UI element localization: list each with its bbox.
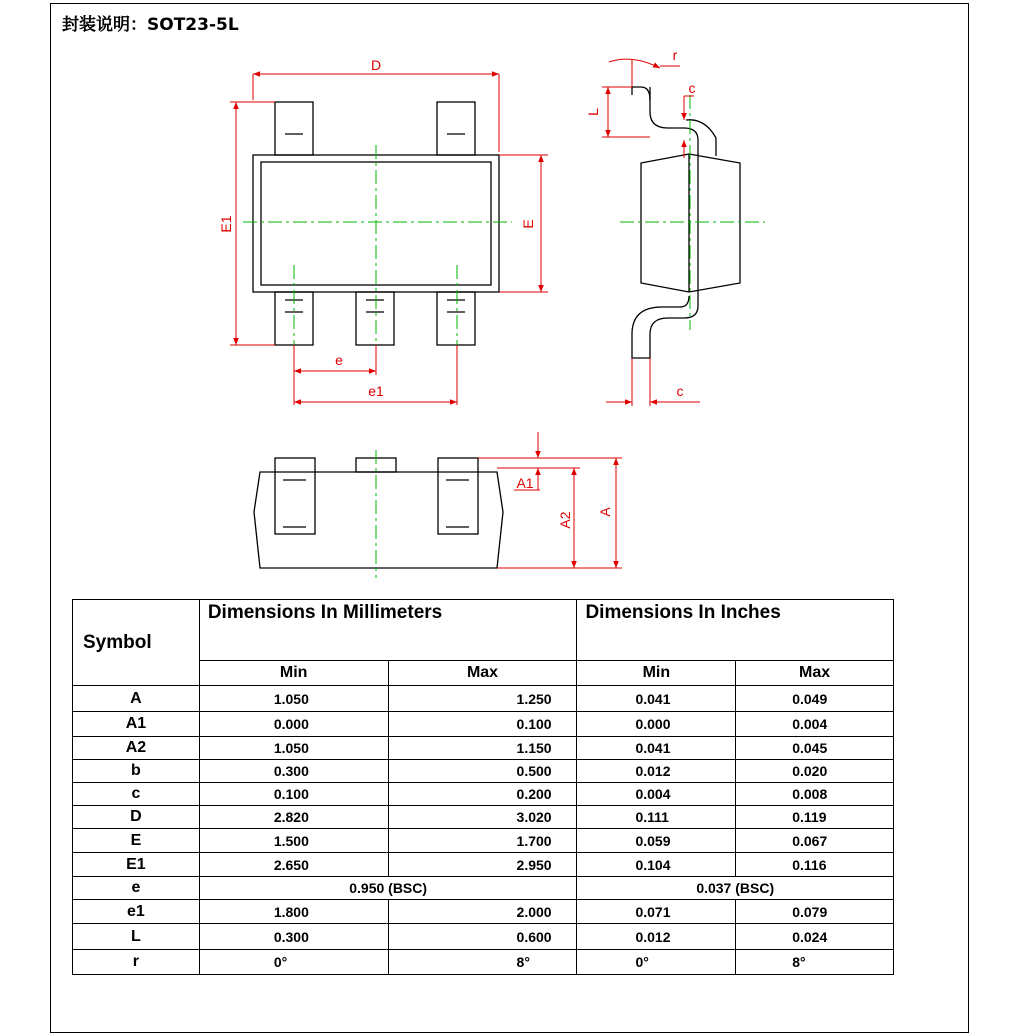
in-max-value: 0.045: [736, 737, 894, 760]
front-lead-left: [275, 458, 315, 534]
dim-label-D: D: [370, 57, 382, 73]
mm-min-value: 2.650: [199, 853, 388, 877]
in-min-value: 0.004: [577, 783, 736, 806]
dimensions-rows: [73, 686, 894, 975]
in-min-value: 0.111: [577, 806, 736, 829]
table-row: [73, 737, 894, 760]
row-symbol: E1: [73, 853, 200, 877]
table-row: [73, 760, 894, 783]
mm-min-value: 2.820: [199, 806, 388, 829]
in-min-value: 0.000: [577, 712, 736, 737]
mm-max-value: 2.950: [388, 853, 577, 877]
page-title: 封装说明：SOT23-5L: [62, 15, 239, 35]
in-max-value: 0.067: [736, 829, 894, 853]
mm-max-value: 3.020: [388, 806, 577, 829]
in-min-value: 0°: [577, 950, 736, 975]
front-view: [254, 458, 503, 568]
dim-label-L: L: [585, 108, 601, 116]
dim-label-c-top: c: [688, 80, 696, 96]
in-max-value: 0.116: [736, 853, 894, 877]
mm-min-value: 1.050: [199, 737, 388, 760]
mm-header: Dimensions In Millimeters: [199, 600, 577, 661]
in-min-value: 0.059: [577, 829, 736, 853]
table-row: [73, 783, 894, 806]
in-min-value: 0.012: [577, 924, 736, 950]
dim-label-e: e: [335, 352, 343, 368]
mm-max-value: 8°: [388, 950, 577, 975]
in-min-value: 0.041: [577, 686, 736, 712]
front-lead-right: [438, 458, 478, 534]
top-lead-left: [275, 102, 313, 155]
in-max-value: 0.008: [736, 783, 894, 806]
in-min-header: Min: [577, 661, 736, 686]
table-row: [73, 829, 894, 853]
mm-min-value: 0.300: [199, 924, 388, 950]
dim-label-E: E: [520, 219, 536, 229]
table-row: [73, 924, 894, 950]
in-max-value: 0.079: [736, 900, 894, 924]
in-max-value: 0.119: [736, 806, 894, 829]
in-min-value: 0.071: [577, 900, 736, 924]
dim-label-c-bottom: c: [676, 383, 684, 399]
mm-max-value: 1.250: [388, 686, 577, 712]
table-row: [73, 853, 894, 877]
mm-bsc-value: 0.950 (BSC): [199, 877, 577, 900]
dim-label-A: A: [597, 507, 613, 517]
table-row: [73, 950, 894, 975]
in-min-value: 0.012: [577, 760, 736, 783]
inch-header: Dimensions In Inches: [577, 600, 894, 661]
in-min-value: 0.104: [577, 853, 736, 877]
table-row: [73, 806, 894, 829]
table-row: [73, 712, 894, 737]
row-symbol: A1: [73, 712, 200, 737]
in-max-value: 8°: [736, 950, 894, 975]
mm-max-value: 2.000: [388, 900, 577, 924]
mm-min-value: 0.300: [199, 760, 388, 783]
mm-max-value: 1.700: [388, 829, 577, 853]
row-symbol: c: [73, 783, 200, 806]
in-max-value: 0.049: [736, 686, 894, 712]
in-max-value: 0.020: [736, 760, 894, 783]
in-max-header: Max: [736, 661, 894, 686]
row-symbol: b: [73, 760, 200, 783]
in-bsc-value: 0.037 (BSC): [577, 877, 894, 900]
dimensions-table: [72, 599, 894, 975]
mm-min-value: 0.000: [199, 712, 388, 737]
row-symbol: A2: [73, 737, 200, 760]
mm-max-value: 0.100: [388, 712, 577, 737]
mm-min-value: 1.800: [199, 900, 388, 924]
in-max-value: 0.004: [736, 712, 894, 737]
top-lead-right: [437, 102, 475, 155]
top-view-dimensions: [230, 74, 548, 405]
dim-label-E1: E1: [218, 215, 234, 233]
mm-min-header: Min: [199, 661, 388, 686]
front-view-body: [254, 472, 503, 568]
table-row: [73, 900, 894, 924]
dim-label-A1: A1: [516, 475, 534, 491]
row-symbol: D: [73, 806, 200, 829]
mm-min-value: 0.100: [199, 783, 388, 806]
dim-label-e1: e1: [368, 383, 384, 399]
top-view-centerlines: [243, 145, 512, 370]
mm-min-value: 1.050: [199, 686, 388, 712]
table-row: [73, 686, 894, 712]
symbol-header: Symbol: [73, 600, 200, 686]
row-symbol: r: [73, 950, 200, 975]
dim-label-A2: A2: [557, 511, 573, 529]
row-symbol: A: [73, 686, 200, 712]
row-symbol: E: [73, 829, 200, 853]
row-symbol: e: [73, 877, 200, 900]
mm-max-value: 0.500: [388, 760, 577, 783]
side-view-dimensions: [602, 59, 700, 406]
mm-max-value: 0.200: [388, 783, 577, 806]
dim-label-r: r: [672, 47, 678, 63]
row-symbol: L: [73, 924, 200, 950]
in-min-value: 0.041: [577, 737, 736, 760]
in-max-value: 0.024: [736, 924, 894, 950]
table-row: [73, 877, 894, 900]
mm-max-value: 0.600: [388, 924, 577, 950]
mm-min-value: 0°: [199, 950, 388, 975]
mm-max-header: Max: [388, 661, 577, 686]
row-symbol: e1: [73, 900, 200, 924]
mm-max-value: 1.150: [388, 737, 577, 760]
mm-min-value: 1.500: [199, 829, 388, 853]
